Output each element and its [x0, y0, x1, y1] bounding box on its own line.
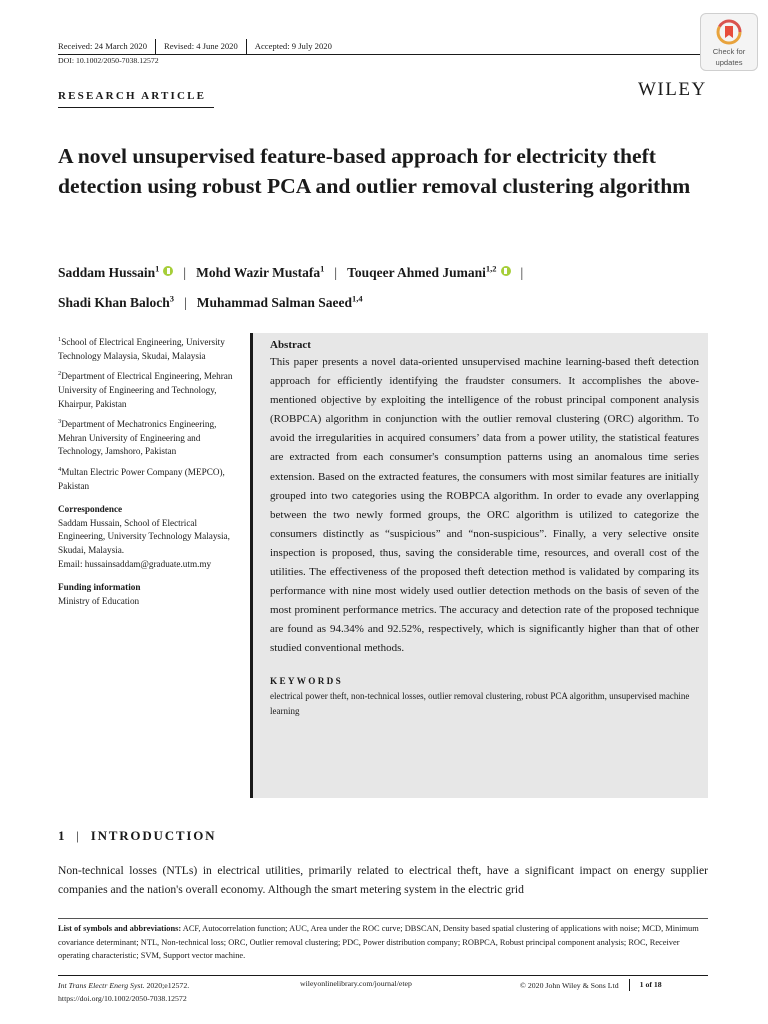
affiliation-text: Multan Electric Power Company (MEPCO), Pakistan: [58, 467, 225, 491]
page-number: 1 of 18: [629, 979, 662, 991]
affiliation-number: 1: [58, 336, 62, 343]
author-separator: |: [184, 295, 187, 310]
affiliation-1: [58, 333, 243, 363]
author-separator: |: [334, 264, 338, 280]
symbols-label: List of symbols and abbreviations:: [58, 924, 182, 933]
revised-date: Revised: 4 June 2020: [156, 39, 247, 54]
author-separator: |: [520, 264, 524, 280]
affiliation-2: [58, 367, 243, 411]
author-separator: |: [183, 264, 187, 280]
check-updates-label-1: Check for: [712, 47, 746, 56]
article-doi[interactable]: DOI: 10.1002/2050-7038.12572: [58, 56, 159, 65]
section-number: 1: [58, 828, 67, 843]
article-dates: [58, 39, 340, 54]
affiliation-text: School of Electrical Engineering, University Technology Malaysia, Skudai, Malaysia: [58, 337, 225, 361]
author-name: Saddam Hussain: [58, 264, 156, 280]
affiliations-sidebar: [58, 333, 243, 612]
author-3[interactable]: [347, 265, 510, 280]
bookmark-ribbon-icon: [716, 19, 742, 45]
affiliation-number: 3: [58, 418, 62, 426]
copyright-text: © 2020 John Wiley & Sons Ltd: [520, 980, 619, 990]
symbols-rule: [58, 918, 708, 919]
section-title: INTRODUCTION: [90, 828, 217, 843]
article-type-underline: [58, 107, 214, 108]
author-5[interactable]: [197, 295, 363, 310]
author-name: Touqeer Ahmed Jumani: [347, 264, 486, 280]
abstract-box: [250, 333, 708, 798]
footer-rule: [58, 975, 708, 976]
correspondence-address: Saddam Hussain, School of Electrical Engineering, University Technology Malaysia, Skudai, Malaysia.: [58, 517, 230, 555]
check-for-updates-button[interactable]: [700, 13, 758, 71]
publisher-logo: WILEY: [638, 79, 707, 100]
author-name: Mohd Wazir Mustafa: [196, 264, 321, 280]
author-affiliation-mark: 1,4: [352, 293, 363, 304]
journal-site-link[interactable]: wileyonlinelibrary.com/journal/etep: [300, 979, 412, 988]
author-name: Shadi Khan Baloch: [58, 295, 170, 310]
funding-text: Ministry of Education: [58, 595, 140, 606]
affiliation-number: 4: [58, 465, 62, 473]
footer-right: [520, 979, 662, 991]
author-name: Muhammad Salman Saeed: [196, 295, 353, 310]
correspondence-heading: Correspondence: [58, 504, 123, 515]
footer-citation: [58, 979, 189, 1005]
section-heading: [58, 828, 216, 844]
affiliation-text: Department of Mechatronics Engineering, Mehran University of Engineering and Technology, Jamshoro, Pakistan: [58, 419, 217, 457]
citation-text: 2020;e12572.: [144, 981, 190, 990]
received-date: Received: 24 March 2020: [58, 39, 156, 54]
affiliation-number: 2: [58, 370, 62, 378]
affiliation-3: [58, 415, 243, 459]
accepted-date: Accepted: 9 July 2020: [254, 41, 332, 51]
affiliation-text: Department of Electrical Engineering, Mehran University of Engineering and Technology, Khairpur, Pakistan: [58, 371, 233, 409]
correspondence-email[interactable]: Email: hussainsaddam@graduate.utm.my: [58, 558, 212, 569]
author-1[interactable]: [58, 265, 173, 280]
orcid-icon[interactable]: [163, 266, 173, 276]
check-updates-label-2: updates: [715, 58, 743, 67]
abstract-text: This paper presents a novel data-oriented unsupervised machine learning-based theft detection approach for efficiently identifying the fraudster consumers. It accomplishes the above-mentioned objective by exploiting the intelligence of the robust principal component analysis (ROBPCA) algorithm in conjunction with the outlier removal clustering (ORC) algorithm. To avoid the irregularities in acquired consumers’ data from a power utility, the statistical features are extracted from each consumer's consumption patterns using an anomalous time series extension. Based on the extracted features, the consumers with most similar features are initially grouped into two categories using the ROBPCA algorithm. In order to evade any overlapping between the two newly formed groups, the ORC algorithm is utilized to categorize the consumers distinctly as “suspicious” and “non-suspicious”. Finally, a very selective onsite inspection is proposed, thus, saving the considerable time, resources, and overall cost of the utilities. The effectiveness of the proposed theft detection method is validated by comparing its performance with nine most widely used outlier detection methods on the basis of seven of the most prominent performance metrics. The accuracy and detection rate of the proposed technique are found as 94.34% and 92.52%, respectively, which is significantly higher than that of other studied conventional methods.: [270, 356, 699, 655]
author-list: [58, 255, 718, 316]
author-affiliation-mark: 1: [155, 263, 160, 273]
keywords-heading: KEYWORDS: [270, 675, 344, 686]
footer-doi-link[interactable]: https://doi.org/10.1002/2050-7038.12572: [58, 994, 187, 1003]
paper-title: A novel unsupervised feature-based approach for electricity theft detection using robust PCA and outlier removal clustering algorithm: [58, 144, 691, 198]
symbols-list: [58, 922, 708, 963]
author-4[interactable]: [58, 295, 174, 310]
orcid-icon[interactable]: [501, 266, 511, 276]
author-affiliation-mark: 3: [169, 293, 175, 304]
abstract-heading: Abstract: [270, 339, 311, 351]
section-separator: |: [76, 828, 81, 843]
article-type: RESEARCH ARTICLE: [58, 90, 207, 102]
symbols-text: ACF, Autocorrelation function; AUC, Area under the ROC curve; DBSCAN, Density based spatial clustering of applications with noise; MCD, Minimum covariance determinant; NTL, Non-technical loss; ORC, Outlier removal clustering; PDC, Power distribution company; ROBPCA, Robust principal component analysis; ROC, Receiver operating characteristic; SVM, Support vector machine.: [58, 924, 699, 961]
journal-name: Int Trans Electr Energ Syst.: [58, 981, 145, 990]
correspondence-text: [58, 517, 243, 571]
author-2[interactable]: [196, 265, 324, 280]
author-affiliation-mark: 1: [320, 263, 325, 273]
keywords-text: electrical power theft, non-technical losses, outlier removal clustering, robust PCA algorithm, unsupervised machine learning: [270, 690, 690, 716]
affiliation-4: [58, 463, 243, 493]
header-rule: [58, 54, 708, 55]
author-affiliation-mark: 1,2: [485, 263, 497, 273]
funding-heading: Funding information: [58, 582, 141, 593]
introduction-text: Non-technical losses (NTLs) in electrical utilities, primarily related to electrical theft, have a significant impact on energy supplier companies and the nation's overall economy. Although the smart metering system in the electric grid: [58, 864, 708, 896]
